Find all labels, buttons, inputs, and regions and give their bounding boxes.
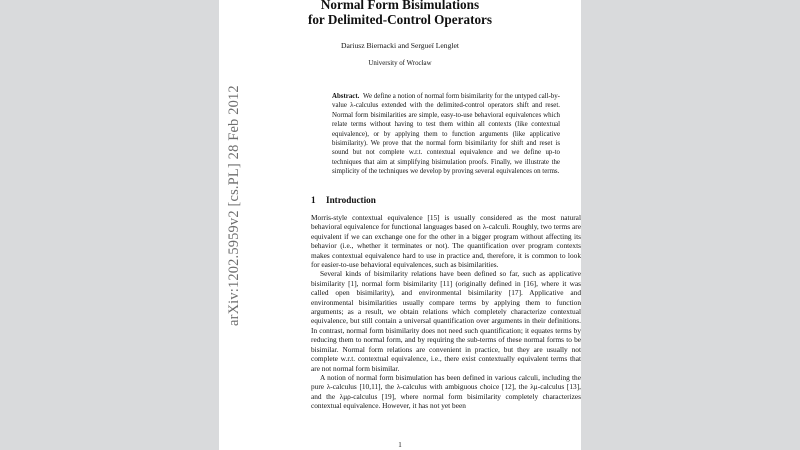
paragraph: Morris-style contextual equivalence [15] is usually considered as the most natural behavioral equivalence for functional languages based on λ-calculi. Roughly, two terms are equivalent if we can exchange one for the other in a bigger program without affecting its behavior (i.e., whether it terminates or not). The quantification over program contexts makes contextual equivalence hard to use in practice and, therefore, it is common to look for easier-to-use behavioral equivalences, such as bisimilarities.: [311, 213, 581, 270]
page-number: 1: [398, 441, 402, 449]
section-heading: [311, 195, 376, 206]
paragraph: Several kinds of bisimilarity relations have been defined so far, such as applicative bisimilarity [1], normal form bisimilarity [11] (originally defined in [16], where it was called open bisimilarity), and environmental bisimilarity [17]. Applicative and environmental bisimilarities usually compare terms by applying them to function arguments; as a result, we obtain relations which completely characterize contextual equivalence, but still contain a universal quantification over arguments in their definitions. In contrast, normal form bisimilarity does not need such quantification; it equates terms by reducing them to normal form, and by requiring the sub-terms of these normal forms to be bisimilar. Normal form relations are convenient in practice, but they are usually not complete w.r.t. contextual equivalence, i.e., there exist contextually equivalent terms that are not normal form bisimilar.: [311, 269, 581, 373]
section-number: 1: [311, 195, 316, 205]
paper-title-line-1: Normal Form Bisimulations: [320, 0, 480, 12]
author-affiliation: University of Wrocław: [368, 60, 432, 67]
paragraph: A notion of normal form bisimulation has been defined in various calculi, including the pure λ-calculus [10,11], the λ-calculus with ambiguous choice [12], the λμ-calculus [13], and the λμρ-calculus [19], where normal form bisimilarity completely characterizes contextual equivalence. However, it has not yet been: [311, 372, 581, 411]
paper-authors: Dariusz Biernacki and Sergueï Lenglet: [341, 41, 459, 50]
section-title: Introduction: [326, 195, 376, 205]
abstract-block: [332, 92, 560, 177]
abstract-label: Abstract.: [332, 93, 360, 100]
paper-title-line-2: for Delimited-Control Operators: [307, 12, 493, 27]
paper-title: [0, 0, 800, 27]
abstract-text: We define a notion of normal form bisimilarity for the untyped call-by-value λ-calculus extended with the delimited-control operators shift and reset. Normal form bisimilarities are simple, easy-to-use behavioral equivalences which relate terms without having to test them within all contexts (like contextual equivalence), or by applying them to function arguments (like applicative bisimilarity). We prove that the normal form bisimilarity for shift and reset is sound but not complete w.r.t. contextual equivalence and we define up-to techniques that aim at simplifying bisimulation proofs. Finally, we illustrate the simplicity of the techniques we develop by proving several equivalences on terms.: [332, 93, 560, 176]
introduction-body: [311, 213, 581, 435]
arxiv-identifier-stamp[interactable]: arXiv:1202.5959v2 [cs.PL] 28 Feb 2012: [226, 85, 242, 326]
